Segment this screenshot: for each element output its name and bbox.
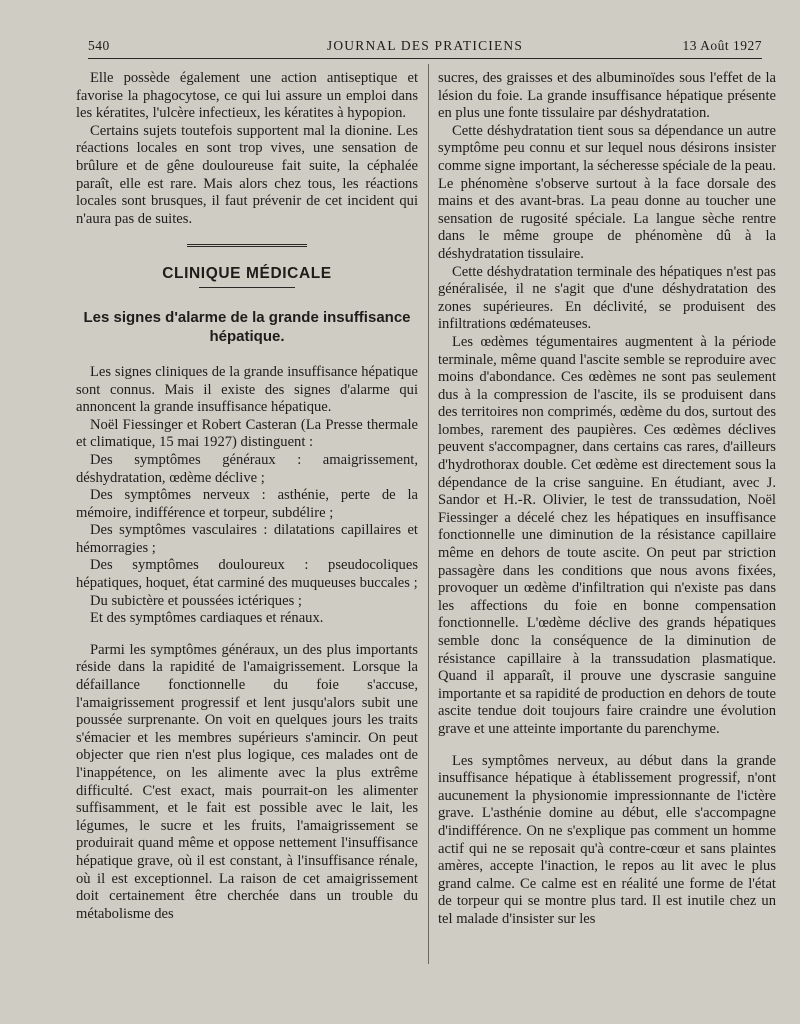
list-item: Du subictère et poussées ictériques ;	[90, 592, 302, 609]
list-item: Des symptômes nerveux : asthénie, perte de la mémoire, indifférence et torpeur, subdélire ;	[76, 487, 418, 521]
paragraph: Certains sujets toutefois supportent mal la dionine. Les réactions locales en sont trop vives, une sensation de brûlure et de gêne douloureuse fait suite, la céphalée paraît, elle est rare. Mais alors chez tous, les réactions locales sont brusques, il faut prévenir de cet incident qui n'aura pas de suites.	[76, 122, 418, 227]
list-item: Des symptômes douloureux : pseudocoliques hépatiques, hoquet, état carminé des muqueuses buccales ;	[76, 557, 418, 592]
paragraph: Parmi les symptômes généraux, un des plus importants réside dans la rapidité de l'amaigrissement. Lorsque la défaillance fonctionnelle du foie s'accuse, l'amaigrissement progressif et lent jusqu'alors subit une poussée surprenante. On voit en quelques jours les traits s'émacier et les membres supérieurs s'amincir. On peut objecter que rien n'est plus logique, ces malades ont de l'inappétence, on les alimente avec la plus extrême difficulté. C'est exact, mais pourrait-on les alimenter suffisamment, et le fait est possible avec le lait, les légumes, le sucre et les fruits, l'amaigrissement se produirait quand même et oppose nettement l'insuffisance hépatique grave, où il est constant, à l'insuffisance rénale, où il est exceptionnel. La raison de cet amaigrissement doit certainement être cherchée dans un trouble du métabolisme des	[76, 641, 418, 922]
journal-title: JOURNAL DES PRATICIENS	[326, 38, 524, 53]
paragraph: Noël Fiessinger et Robert Casteran (La Presse thermale et climatique, 15 mai 1927) distinguent :	[76, 416, 418, 451]
article-title: Les signes d'alarme de la grande insuffisance hépatique.	[83, 308, 411, 345]
paragraph: Les symptômes nerveux, au début dans la grande insuffisance hépatique à établissement progressif, n'ont aucunement la physionomie impressionnante de l'ictère grave. L'asthénie domine au début, elle s'accompagne d'indifférence. On ne s'explique pas comment un homme actif qui ne se reposait qu'à contre-cœur et sans plaintes amères, accepte l'inaction, le repos au lit avec le plus grand calme. Ce calme est en réalité une forme de l'état de torpeur qui se montre plus tard. Il est inutile chez un tel malade d'insister sur les	[438, 752, 776, 927]
title-rule	[199, 287, 295, 288]
paragraph: Cette déshydratation terminale des hépatiques n'est pas généralisée, il ne s'agit que d'une déshydratation des zones supérieures. En déclivité, se produisent des infiltrations œdémateuses.	[438, 263, 776, 333]
paragraph: Cette déshydratation tient sous sa dépendance un autre symptôme peu connu et sur lequel nous désirons insister comme signe important, la sécheresse spéciale de la peau. Le phénomène s'observe surtout à la face dorsale des mains et des avant-bras. La peau donne au toucher une sensation de rugosité spéciale. La langue sèche rentre dans le même groupe de phénomène dû à la déshydratation tissulaire.	[438, 122, 776, 262]
issue-date: 13 Août 1927	[682, 38, 762, 53]
list-item: Et des symptômes cardiaques et rénaux.	[90, 610, 324, 627]
paragraph: Elle possède également une action antiseptique et favorise la phagocytose, ce qui lui assure un emploi dans les kératites, l'ulcère infectieux, les kératites à hypopion.	[76, 70, 418, 122]
paragraph: Les œdèmes tégumentaires augmentent à la période terminale, même quand l'ascite semble se reproduire avec moins d'abondance. Ces œdèmes ne sont pas seulement dus à la compression de l'ascite, ils se produisent dans des territoires non comprimés, œdème du dos, surtout des lombes, rarement des paupières. Ces œdèmes déclives peuvent s'accompagner, dans certains cas rares, d'ailleurs d'hydrothorax double. Cet œdème est directement sous la dépendance de la crise sanguine. En étudiant, avec J. Sandor et H.-R. Olivier, le test de transsudation, Noël Fiessinger a décelé chez les hépatiques en insuffisance fonctionnelle une diminution de la résistance capillaire même en dehors de toute ascite. On peut par striction passagère dans les conditions que nous avons fixées, provoquer un œdème d'infiltration qui n'existe pas dans les affections du foie en bonne compensation fonctionnelle. L'œdème déclive des grands hépatiques semble donc la conséquence de la diminution de résistance capillaire à la transsudation plasmatique. Quand il apparaît, il prouve une dyscrasie sanguine importante et sa rapidité de production en dehors de toute ascite tendue doit toujours faire craindre une évolution grave et une atteinte importante du parenchyme.	[438, 333, 776, 737]
section-separator	[187, 244, 307, 249]
right-column	[438, 70, 776, 929]
left-column	[76, 70, 418, 923]
section-title: CLINIQUE MÉDICALE	[162, 265, 332, 283]
running-header	[88, 36, 762, 59]
column-divider	[428, 64, 429, 964]
page-number: 540	[88, 38, 110, 53]
list-item: Des symptômes vasculaires : dilatations capillaires et hémorragies ;	[76, 522, 418, 556]
paragraph: Les signes cliniques de la grande insuffisance hépatique sont connus. Mais il existe des signes d'alarme qui annoncent la grande insuffisance hépatique.	[76, 363, 418, 416]
paragraph: sucres, des graisses et des albuminoïdes sous l'effet de la lésion du foie. La grande insuffisance hépatique présente en plus une fonte tissulaire par déshydratation.	[438, 70, 776, 122]
list-item: Des symptômes généraux : amaigrissement, déshydratation, œdème déclive ;	[76, 451, 418, 486]
